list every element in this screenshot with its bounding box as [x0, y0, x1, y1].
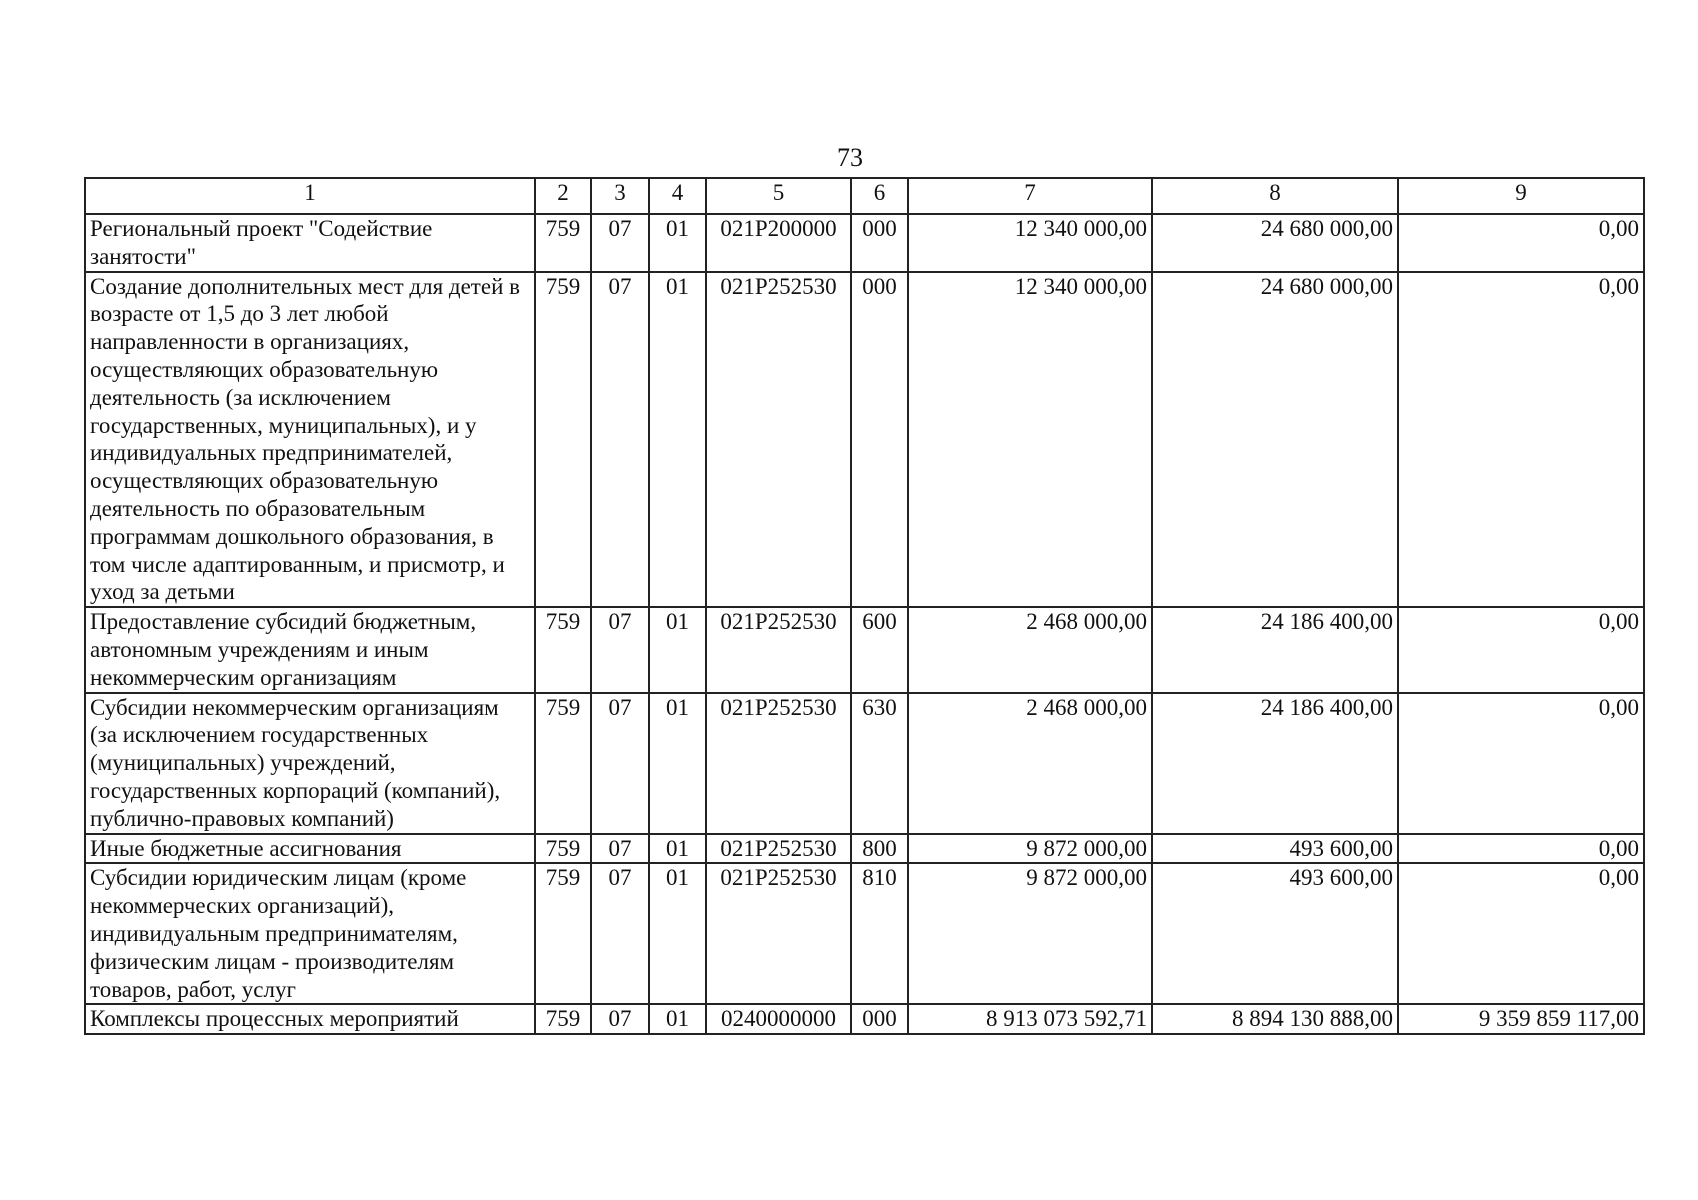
row-name: Создание дополнительных мест для детей в возрасте от 1,5 до 3 лет любой направленности в организациях, осуществляющих образовательную деятельность (за исключением государственных, муниципальных), и у индивидуальных предпринимателей, осуществляющих образовательную деятельность по образовательным программам дошкольного образования, в том числе адаптированным, и присмотр, и уход за детьми — [85, 272, 535, 608]
row-code-3: 07 — [591, 834, 649, 864]
row-name: Субсидии некоммерческим организациям (за исключением государственных (муниципальных) учреждений, государственных корпораций (компаний), публично-правовых компаний) — [85, 693, 535, 834]
row-amount-8: 24 186 400,00 — [1152, 693, 1398, 834]
row-amount-8: 493 600,00 — [1152, 863, 1398, 1004]
row-code-5: 0240000000 — [706, 1004, 851, 1034]
row-amount-9: 0,00 — [1398, 272, 1644, 608]
page-number: 73 — [837, 143, 863, 172]
header-col-8: 8 — [1152, 178, 1398, 214]
row-code-3: 07 — [591, 863, 649, 1004]
row-amount-7: 8 913 073 592,71 — [908, 1004, 1152, 1034]
row-code-5: 021P252530 — [706, 272, 851, 608]
row-code-3: 07 — [591, 214, 649, 272]
row-code-2: 759 — [535, 607, 591, 692]
row-code-3: 07 — [591, 1004, 649, 1034]
table-row — [85, 214, 1644, 272]
row-code-2: 759 — [535, 693, 591, 834]
row-code-4: 01 — [649, 834, 706, 864]
row-name: Комплексы процессных мероприятий — [85, 1004, 535, 1034]
row-amount-7: 2 468 000,00 — [908, 607, 1152, 692]
budget-table — [84, 177, 1645, 1035]
row-amount-7: 9 872 000,00 — [908, 863, 1152, 1004]
row-amount-8: 493 600,00 — [1152, 834, 1398, 864]
table-row — [85, 1004, 1644, 1034]
row-code-2: 759 — [535, 272, 591, 608]
row-code-6: 000 — [851, 1004, 908, 1034]
header-col-2: 2 — [535, 178, 591, 214]
row-code-5: 021P252530 — [706, 834, 851, 864]
table-row — [85, 607, 1644, 692]
row-code-6: 630 — [851, 693, 908, 834]
header-row — [85, 178, 1644, 214]
table-row — [85, 272, 1644, 608]
row-name: Иные бюджетные ассигнования — [85, 834, 535, 864]
header-col-9: 9 — [1398, 178, 1644, 214]
row-code-5: 021P252530 — [706, 693, 851, 834]
table-row — [85, 693, 1644, 834]
row-name: Предоставление субсидий бюджетным, автономным учреждениям и иным некоммерческим организациям — [85, 607, 535, 692]
row-code-3: 07 — [591, 272, 649, 608]
row-code-3: 07 — [591, 607, 649, 692]
row-code-2: 759 — [535, 1004, 591, 1034]
row-code-2: 759 — [535, 214, 591, 272]
row-code-5: 021P200000 — [706, 214, 851, 272]
header-col-7: 7 — [908, 178, 1152, 214]
row-name: Региональный проект "Содействие занятости" — [85, 214, 535, 272]
row-code-6: 000 — [851, 272, 908, 608]
row-code-4: 01 — [649, 607, 706, 692]
row-amount-7: 12 340 000,00 — [908, 272, 1152, 608]
row-code-6: 800 — [851, 834, 908, 864]
table-row — [85, 834, 1644, 864]
row-amount-8: 24 680 000,00 — [1152, 214, 1398, 272]
header-col-5: 5 — [706, 178, 851, 214]
row-amount-8: 24 680 000,00 — [1152, 272, 1398, 608]
row-code-4: 01 — [649, 693, 706, 834]
row-amount-9: 0,00 — [1398, 834, 1644, 864]
row-code-4: 01 — [649, 863, 706, 1004]
row-amount-9: 0,00 — [1398, 607, 1644, 692]
header-col-4: 4 — [649, 178, 706, 214]
row-amount-9: 0,00 — [1398, 693, 1644, 834]
row-amount-7: 12 340 000,00 — [908, 214, 1152, 272]
row-amount-9: 0,00 — [1398, 863, 1644, 1004]
header-col-3: 3 — [591, 178, 649, 214]
row-amount-9: 9 359 859 117,00 — [1398, 1004, 1644, 1034]
row-code-5: 021P252530 — [706, 863, 851, 1004]
row-code-6: 600 — [851, 607, 908, 692]
row-code-6: 810 — [851, 863, 908, 1004]
header-col-6: 6 — [851, 178, 908, 214]
row-code-4: 01 — [649, 1004, 706, 1034]
row-code-6: 000 — [851, 214, 908, 272]
row-code-4: 01 — [649, 214, 706, 272]
row-name: Субсидии юридическим лицам (кроме некоммерческих организаций), индивидуальным предпринимателям, физическим лицам - производителям товаров, работ, услуг — [85, 863, 535, 1004]
row-amount-7: 9 872 000,00 — [908, 834, 1152, 864]
row-code-3: 07 — [591, 693, 649, 834]
row-amount-8: 8 894 130 888,00 — [1152, 1004, 1398, 1034]
row-code-2: 759 — [535, 863, 591, 1004]
table-row — [85, 863, 1644, 1004]
row-amount-8: 24 186 400,00 — [1152, 607, 1398, 692]
row-amount-7: 2 468 000,00 — [908, 693, 1152, 834]
row-code-4: 01 — [649, 272, 706, 608]
header-col-1: 1 — [85, 178, 535, 214]
row-amount-9: 0,00 — [1398, 214, 1644, 272]
row-code-2: 759 — [535, 834, 591, 864]
row-code-5: 021P252530 — [706, 607, 851, 692]
